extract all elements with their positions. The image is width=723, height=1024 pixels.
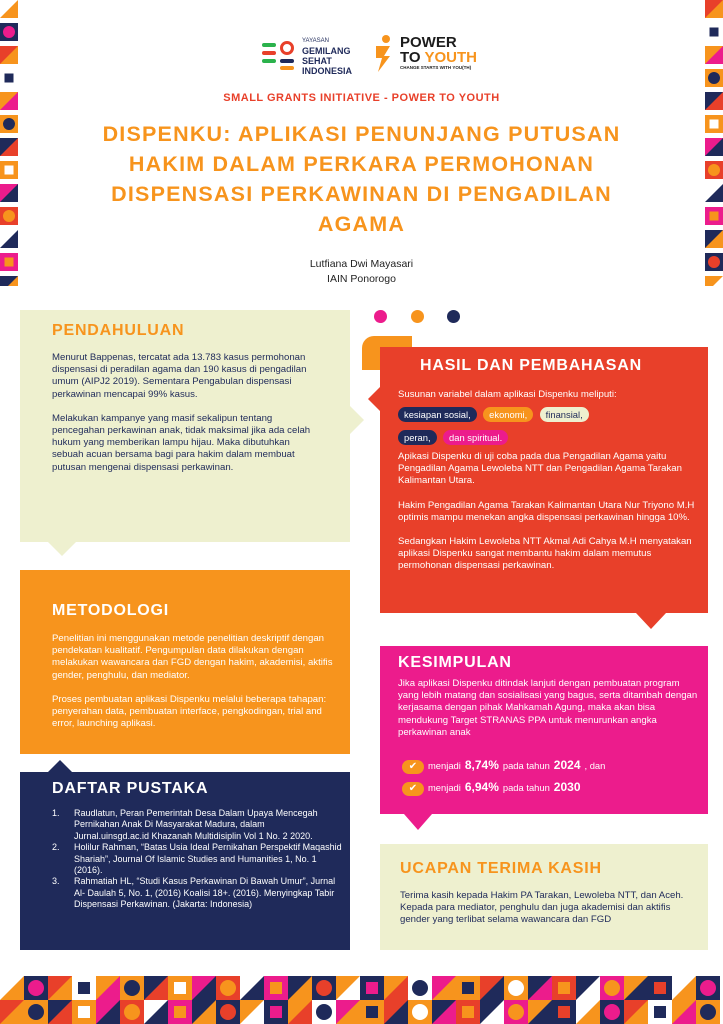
pattern-tile [120, 976, 144, 1000]
hasil-p1: Apikasi Dispenku di uji coba pada dua Pengadilan Agama yaitu Pengadilan Agama Lewoleba NTT dan Pengadilan Agama Tarakan Kalimantan Utara. [398, 451, 682, 487]
pattern-tile [672, 976, 696, 1000]
pattern-tile [312, 976, 336, 1000]
pattern-tile [624, 1000, 648, 1024]
target2-pre: menjadi [428, 782, 461, 793]
pendahuluan-heading: PENDAHULUAN [52, 322, 185, 339]
ygsi-line2: GEMILANG [302, 46, 351, 56]
pattern-tile [192, 1000, 216, 1024]
author-block [0, 257, 723, 287]
pattern-tile [0, 0, 18, 18]
pattern-tile [705, 230, 723, 248]
check-icon: ✔ [402, 782, 424, 796]
pattern-tile [504, 1000, 528, 1024]
pendahuluan-panel [20, 310, 350, 542]
pattern-tile [0, 23, 18, 41]
pattern-tile [0, 184, 18, 202]
pattern-tile [168, 1000, 192, 1024]
pattern-tile [120, 1000, 144, 1024]
pattern-tile [705, 0, 723, 18]
pattern-tile [48, 1000, 72, 1024]
metodologi-p1: Penelitian ini menggunakan metode penelitian deskriptif dengan pendekatan kualitatif. Pengumpulan data dilakukan dengan melakukan wawancara dan FGD dengan hakim, akademisi, aktifis gender, penghulu, dan mediator. [52, 633, 333, 681]
target1-post: , dan [584, 760, 606, 771]
pattern-tile [432, 976, 456, 1000]
pattern-tile [96, 976, 120, 1000]
p2y-line2-a: TO [400, 49, 425, 66]
ucapan-panel [380, 844, 708, 950]
target1-year: 2024 [553, 758, 581, 772]
kesimpulan-tail [404, 814, 432, 830]
pattern-tile [144, 976, 168, 1000]
pattern-tile [552, 976, 576, 1000]
pattern-tile [480, 976, 504, 1000]
pattern-tile [24, 976, 48, 1000]
reference-number: 2. [52, 842, 60, 853]
tag-kesiapan-sosial: kesiapan sosial, [398, 407, 477, 422]
pattern-tile [168, 976, 192, 1000]
hasil-p3: Sedangkan Hakim Lewoleba NTT Akmal Adi Cahya M.H menyatakan aplikasi Dispenku sangat membantu hakim dalam memutus permohonan dispensasi perkawinan. [398, 536, 692, 572]
pattern-tile [24, 1000, 48, 1024]
tag-ekonomi: ekonomi, [483, 407, 533, 422]
kesimpulan-body: Jika aplikasi Dispenku ditindak lanjuti dengan pembuatan program yang lebih matang dan sosialisasi yang bagus, serta ditambah dengan kerjasama dengan pihak Mahkamah Agung, maka akan bisa mendukung Target STRANAS PPA untuk menurunkan angka perkawinan anak [398, 678, 698, 738]
pattern-tile [696, 1000, 720, 1024]
pattern-tile [576, 1000, 600, 1024]
pattern-tile [384, 1000, 408, 1024]
bottom-decor-strip [0, 976, 723, 1024]
pattern-tile [240, 976, 264, 1000]
ygsi-line4: INDONESIA [302, 66, 353, 76]
metodologi-panel [20, 570, 350, 754]
hasil-panel [380, 347, 708, 613]
pattern-tile [0, 976, 24, 1000]
pattern-tile [144, 1000, 168, 1024]
pattern-tile [336, 976, 360, 1000]
pattern-tile [360, 1000, 384, 1024]
pattern-tile [648, 1000, 672, 1024]
kesimpulan-panel [380, 646, 708, 814]
target-row-1 [402, 758, 605, 774]
pattern-tile [96, 1000, 120, 1024]
power-to-youth-logo [372, 34, 477, 72]
reference-item [52, 876, 342, 910]
pattern-tile [705, 23, 723, 41]
author-name: Lutfiana Dwi Mayasari [309, 258, 414, 270]
daftar-pustaka-pointer [48, 760, 72, 772]
variable-tags [398, 405, 698, 451]
right-decor-strip [705, 0, 723, 286]
pattern-tile [672, 1000, 696, 1024]
tag-spiritual: dan spiritual. [443, 430, 508, 445]
daftar-pustaka-panel [20, 772, 350, 950]
pattern-tile [240, 1000, 264, 1024]
pattern-tile [504, 976, 528, 1000]
pattern-tile [432, 1000, 456, 1024]
hasil-pointer [368, 387, 380, 411]
pattern-tile [705, 115, 723, 133]
reference-text: Raudlatun, Peran Pemerintah Desa Dalam Upaya Mencegah Pernikahan Anak Di Masyarakat Madura, dalam Jurnal.uinsgd.ac.id Khazanah Multidisiplin Vol 1 No. 2 2020. [74, 808, 318, 841]
pattern-tile [0, 46, 18, 64]
navy-dot [447, 310, 460, 323]
pattern-tile [408, 976, 432, 1000]
hasil-intro: Susunan variabel dalam aplikasi Dispenku meliputi: [398, 389, 617, 400]
reference-number: 1. [52, 808, 60, 818]
p2y-line1: POWER [400, 34, 457, 51]
p2y-tagline: CHANGE STARTS WITH YOU(TH) [400, 65, 472, 70]
hasil-tail [636, 613, 666, 629]
ucapan-heading: UCAPAN TERIMA KASIH [400, 860, 602, 877]
pendahuluan-tail [48, 542, 76, 556]
pendahuluan-p1: Menurut Bappenas, tercatat ada 13.783 kasus permohonan dispensasi di peradilan agama dan 190 kasus di pengadilan umum (AIPJ2 2019). Sementara Pengabulan dispensasi perkawinan mencapai 99% kasus. [52, 352, 307, 400]
pattern-tile [264, 976, 288, 1000]
pendahuluan-pointer [350, 406, 364, 434]
hasil-p2: Hakim Pengadilan Agama Tarakan Kalimantan Utara Nur Triyono M.H optimis mampu menekan angka dispensasi perkawinan hingga 10%. [398, 499, 695, 523]
pattern-tile [288, 976, 312, 1000]
pattern-tile [360, 976, 384, 1000]
target-row-2 [402, 780, 581, 796]
tag-peran: peran, [398, 430, 437, 445]
left-decor-strip [0, 0, 18, 286]
reference-list [52, 808, 342, 911]
pattern-tile [0, 207, 18, 225]
pattern-tile [705, 46, 723, 64]
ucapan-body: Terima kasih kepada Hakim PA Tarakan, Lewoleba NTT, dan Aceh. Kepada para mediator, penghulu dan juga akademisi dan aktifis gender yang terlibat selama wawancara dan FGD [400, 890, 684, 926]
metodologi-heading: METODOLOGI [52, 602, 170, 619]
pattern-tile [576, 976, 600, 1000]
pattern-tile [696, 976, 720, 1000]
pattern-tile [600, 976, 624, 1000]
pattern-tile [312, 1000, 336, 1024]
ygsi-mark-icon [262, 39, 296, 73]
pattern-tile [72, 976, 96, 1000]
pattern-tile [72, 1000, 96, 1024]
lightning-figure-icon [372, 34, 394, 72]
p2y-line2-b: YOUTH [424, 49, 477, 66]
poster-title: DISPENKU: APLIKASI PENUNJANG PUTUSAN HAKIM DALAM PERKARA PERMOHONAN DISPENSASI PERKAWINAN DI PENGADILAN AGAMA [102, 122, 621, 236]
pattern-tile [0, 69, 18, 87]
kesimpulan-heading: KESIMPULAN [398, 654, 512, 671]
pattern-tile [705, 69, 723, 87]
pattern-tile [456, 976, 480, 1000]
pattern-tile [705, 207, 723, 225]
tag-finansial: finansial, [540, 407, 589, 422]
target1-mid: pada tahun [502, 760, 550, 771]
reference-item [52, 842, 342, 876]
pattern-tile [0, 115, 18, 133]
pattern-tile [552, 1000, 576, 1024]
pink-dot [374, 310, 387, 323]
pattern-tile [48, 976, 72, 1000]
target2-percent: 6,94% [464, 780, 499, 794]
pattern-tile [648, 976, 672, 1000]
pendahuluan-p2: Melakukan kampanye yang masif sekalipun tentang pencegahan perkawinan anak, tidak maksimal jika ada celah hukum yang memberikan lampu hijau. Maka dibutuhkan sebuah acuan bersama bagi para hakim dalam membuat putusan mengenai dispensasi perkawinan. [52, 412, 311, 473]
pattern-tile [600, 1000, 624, 1024]
pattern-tile [408, 1000, 432, 1024]
reference-text: Holilur Rahman, “Batas Usia Ideal Pernikahan Perspektif Maqashid Shariah”, Journal Of Islamic Studies and Humanities 1, No. 1 (2016). [74, 842, 342, 876]
reference-number: 3. [52, 876, 60, 887]
pattern-tile [456, 1000, 480, 1024]
hasil-heading: HASIL DAN PEMBAHASAN [420, 357, 642, 374]
pattern-tile [0, 1000, 24, 1024]
pattern-tile [624, 976, 648, 1000]
pattern-tile [528, 1000, 552, 1024]
pattern-tile [480, 1000, 504, 1024]
pattern-tile [288, 1000, 312, 1024]
kicker: SMALL GRANTS INITIATIVE - POWER TO YOUTH [223, 92, 500, 104]
pattern-tile [0, 138, 18, 156]
pattern-tile [0, 230, 18, 248]
author-institution: IAIN Ponorogo [327, 273, 396, 285]
target1-percent: 8,74% [464, 758, 499, 772]
pattern-tile [705, 184, 723, 202]
pattern-tile [384, 976, 408, 1000]
check-icon: ✔ [402, 760, 424, 774]
orange-dot [411, 310, 424, 323]
ygsi-line3: SEHAT [302, 56, 332, 66]
pattern-tile [528, 976, 552, 1000]
pattern-tile [192, 976, 216, 1000]
metodologi-p2: Proses pembuatan aplikasi Dispenku melalui beberapa tahapan: penyerahan data, pembuatan interface, pengkodingan, trial and error, launching aplikasi. [52, 693, 327, 730]
pattern-tile [336, 1000, 360, 1024]
pattern-tile [705, 161, 723, 179]
pattern-tile [0, 161, 18, 179]
target1-pre: menjadi [428, 760, 461, 771]
pattern-tile [705, 138, 723, 156]
pattern-tile [216, 976, 240, 1000]
daftar-pustaka-heading: DAFTAR PUSTAKA [52, 780, 209, 797]
ygsi-line1: YAYASAN [302, 38, 330, 44]
ygsi-logo [262, 36, 352, 76]
pattern-tile [264, 1000, 288, 1024]
reference-text: Rahmatiah HL, “Studi Kasus Perkawinan Di Bawah Umur”, Jurnal Al- Daulah 5, No. 1, (2016) Koalisi 18+. (2016). Menyingkap Tabir Dispensasi Perkawinan. (Jakarta: Indonesia) [74, 876, 336, 910]
pattern-tile [216, 1000, 240, 1024]
target2-year: 2030 [553, 780, 581, 794]
reference-item [52, 808, 342, 842]
target2-mid: pada tahun [502, 782, 550, 793]
